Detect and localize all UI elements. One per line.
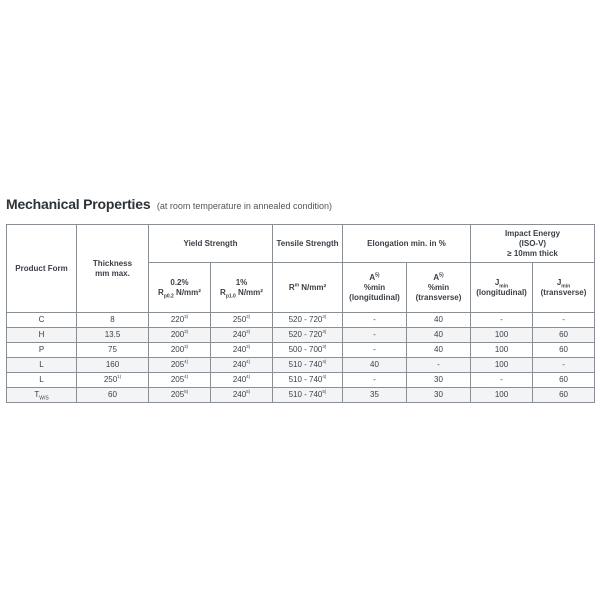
cell-product-form bbox=[7, 358, 77, 373]
cell-tensile bbox=[273, 313, 343, 328]
cell-rp02-value: 205 bbox=[170, 390, 185, 399]
rp10-sub: p1.0 bbox=[225, 293, 236, 300]
cell-rp10-footnote: 3) bbox=[246, 314, 251, 319]
cell-tensile-footnote: 5) bbox=[322, 389, 327, 394]
j1-sym: J bbox=[494, 277, 500, 287]
cell-tensile-value: 510 - 740 bbox=[288, 360, 323, 369]
cell-rp10-value: 240 bbox=[232, 375, 247, 384]
cell-rp10-footnote: 3) bbox=[246, 344, 251, 349]
cell-product-form-subscript: W/S bbox=[39, 395, 49, 402]
cell-j-long-value: 100 bbox=[494, 360, 509, 369]
cell-j-trans bbox=[533, 373, 595, 388]
cell-elong-trans-value: - bbox=[437, 360, 440, 369]
cell-j-trans-value: 60 bbox=[559, 330, 568, 339]
cell-rp02-footnote: 3) bbox=[184, 344, 189, 349]
cell-thickness-value: 13.5 bbox=[104, 330, 121, 339]
cell-rp02-footnote: 4) bbox=[184, 359, 189, 364]
j2-sym: J bbox=[556, 277, 562, 287]
table-row bbox=[7, 358, 595, 373]
cell-elong-long bbox=[343, 358, 407, 373]
cell-j-trans bbox=[533, 343, 595, 358]
rp10-unit: N/mm² bbox=[235, 287, 263, 297]
subheader-a1-line3: (longitudinal) bbox=[349, 292, 400, 302]
table-row bbox=[7, 373, 595, 388]
subheader-j2-line2: (transverse) bbox=[540, 287, 587, 297]
cell-j-trans bbox=[533, 313, 595, 328]
cell-elong-trans bbox=[407, 358, 471, 373]
cell-j-long-value: - bbox=[500, 315, 503, 324]
cell-rp02 bbox=[149, 373, 211, 388]
header-product-form: Product Form bbox=[7, 225, 77, 313]
header-elongation: Elongation min. in % bbox=[343, 225, 471, 263]
cell-rp10-value: 240 bbox=[232, 345, 247, 354]
cell-rp10 bbox=[211, 373, 273, 388]
cell-j-trans bbox=[533, 328, 595, 343]
subheader-rm bbox=[273, 263, 343, 313]
cell-tensile-value: 520 - 720 bbox=[288, 315, 323, 324]
cell-j-long-value: 100 bbox=[494, 330, 509, 339]
a1-sup: 5) bbox=[375, 271, 380, 278]
cell-j-long bbox=[471, 388, 533, 403]
cell-tensile bbox=[273, 358, 343, 373]
cell-rp10-value: 250 bbox=[232, 315, 247, 324]
cell-j-trans bbox=[533, 388, 595, 403]
cell-j-long bbox=[471, 313, 533, 328]
cell-j-long bbox=[471, 373, 533, 388]
cell-product-form bbox=[7, 388, 77, 403]
header-impact-energy bbox=[471, 225, 595, 263]
cell-thickness-value: 160 bbox=[105, 360, 120, 369]
cell-elong-trans-value: 40 bbox=[434, 345, 443, 354]
cell-elong-long bbox=[343, 388, 407, 403]
cell-product-form-value: T bbox=[34, 390, 40, 399]
cell-rp10-footnote: 4) bbox=[246, 374, 251, 379]
cell-thickness bbox=[77, 313, 149, 328]
cell-product-form bbox=[7, 343, 77, 358]
cell-tensile-footnote: 3) bbox=[322, 344, 327, 349]
cell-j-trans-value: 60 bbox=[559, 375, 568, 384]
subheader-rp10-pct: 1% bbox=[235, 277, 248, 287]
cell-rp02-footnote: 5) bbox=[184, 389, 189, 394]
subheader-j-trans bbox=[533, 263, 595, 313]
header-thickness-line2: mm max. bbox=[95, 268, 130, 278]
cell-rp02 bbox=[149, 328, 211, 343]
cell-rp02-value: 220 bbox=[170, 315, 185, 324]
subheader-j1-symbol bbox=[471, 278, 532, 288]
cell-elong-trans bbox=[407, 373, 471, 388]
cell-tensile-footnote: 4) bbox=[322, 359, 327, 364]
cell-elong-trans bbox=[407, 388, 471, 403]
cell-elong-long bbox=[343, 343, 407, 358]
subheader-a2-line2: %min bbox=[427, 282, 450, 292]
cell-product-form bbox=[7, 313, 77, 328]
cell-elong-long bbox=[343, 373, 407, 388]
subheader-a1-line2: %min bbox=[363, 282, 386, 292]
cell-j-long-value: - bbox=[500, 375, 503, 384]
cell-thickness-value: 75 bbox=[108, 345, 117, 354]
cell-j-trans bbox=[533, 358, 595, 373]
cell-j-trans-value: 60 bbox=[559, 390, 568, 399]
cell-rp10-value: 240 bbox=[232, 360, 247, 369]
section-title: Mechanical Properties bbox=[6, 196, 151, 212]
cell-rp02-value: 200 bbox=[170, 330, 185, 339]
rm-sup: m bbox=[294, 281, 300, 288]
section-heading bbox=[6, 196, 332, 214]
cell-rp02-value: 205 bbox=[170, 360, 185, 369]
cell-rp10 bbox=[211, 388, 273, 403]
cell-product-form bbox=[7, 328, 77, 343]
a1-sym: A bbox=[369, 272, 376, 282]
rp10-sym: R bbox=[220, 287, 226, 297]
cell-rp10-value: 240 bbox=[232, 390, 247, 399]
subheader-rp02-symbol bbox=[149, 288, 210, 298]
cell-tensile-footnote: 3) bbox=[322, 329, 327, 334]
cell-product-form-value: C bbox=[38, 315, 45, 324]
cell-tensile bbox=[273, 388, 343, 403]
cell-tensile-value: 520 - 720 bbox=[288, 330, 323, 339]
cell-rp02-footnote: 3) bbox=[184, 329, 189, 334]
cell-j-long-value: 100 bbox=[494, 345, 509, 354]
header-tensile-strength: Tensile Strength bbox=[273, 225, 343, 263]
cell-rp10-footnote: 3) bbox=[246, 329, 251, 334]
cell-j-long bbox=[471, 358, 533, 373]
cell-product-form bbox=[7, 373, 77, 388]
header-impact-line2: (ISO-V) bbox=[518, 238, 547, 248]
cell-j-long bbox=[471, 343, 533, 358]
cell-rp02 bbox=[149, 388, 211, 403]
subheader-a1-symbol bbox=[343, 273, 406, 283]
table-row bbox=[7, 328, 595, 343]
cell-product-form-value: L bbox=[39, 375, 44, 384]
cell-thickness-value: 8 bbox=[110, 315, 115, 324]
cell-thickness-value: 250 bbox=[103, 375, 118, 384]
cell-rp10 bbox=[211, 343, 273, 358]
table-row bbox=[7, 343, 595, 358]
cell-tensile-value: 510 - 740 bbox=[288, 390, 323, 399]
subheader-a2-symbol bbox=[407, 273, 470, 283]
table-row bbox=[7, 313, 595, 328]
section-subtitle: (at room temperature in annealed condition) bbox=[156, 201, 332, 211]
cell-rp10-value: 240 bbox=[232, 330, 247, 339]
mechanical-properties-table bbox=[6, 224, 595, 403]
cell-elong-long-value: - bbox=[373, 375, 376, 384]
cell-elong-long-value: 40 bbox=[370, 360, 379, 369]
cell-elong-trans-value: 40 bbox=[434, 315, 443, 324]
cell-tensile bbox=[273, 373, 343, 388]
cell-elong-long bbox=[343, 313, 407, 328]
cell-rp10-footnote: 5) bbox=[246, 389, 251, 394]
cell-rp02-footnote: 4) bbox=[184, 374, 189, 379]
cell-product-form-value: P bbox=[38, 345, 45, 354]
cell-rp02-value: 205 bbox=[170, 375, 185, 384]
cell-j-trans-value: 60 bbox=[559, 345, 568, 354]
header-impact-line1: Impact Energy bbox=[504, 228, 561, 238]
cell-tensile-value: 510 - 740 bbox=[288, 375, 323, 384]
cell-thickness bbox=[77, 388, 149, 403]
cell-tensile-footnote: 4) bbox=[322, 374, 327, 379]
cell-elong-trans-value: 40 bbox=[434, 330, 443, 339]
subheader-j-long bbox=[471, 263, 533, 313]
j1-sub: min bbox=[499, 283, 509, 290]
header-thickness bbox=[77, 225, 149, 313]
cell-elong-long bbox=[343, 328, 407, 343]
cell-thickness-footnote: 1) bbox=[117, 374, 122, 379]
cell-thickness bbox=[77, 328, 149, 343]
a2-sup: 5) bbox=[439, 271, 444, 278]
cell-product-form-value: H bbox=[38, 330, 45, 339]
cell-tensile bbox=[273, 328, 343, 343]
cell-elong-trans bbox=[407, 343, 471, 358]
subheader-rp10-symbol bbox=[211, 288, 272, 298]
cell-product-form-value: L bbox=[39, 360, 44, 369]
cell-j-trans-value: - bbox=[562, 315, 565, 324]
header-thickness-line1: Thickness bbox=[92, 258, 133, 268]
subheader-a2-line3: (transverse) bbox=[415, 292, 462, 302]
cell-elong-long-value: 35 bbox=[370, 390, 379, 399]
cell-elong-trans-value: 30 bbox=[434, 375, 443, 384]
cell-rp02-value: 200 bbox=[170, 345, 185, 354]
subheader-rp10 bbox=[211, 263, 273, 313]
subheader-rp02-pct: 0.2% bbox=[170, 277, 189, 287]
cell-elong-long-value: - bbox=[373, 345, 376, 354]
header-impact-line3: ≥ 10mm thick bbox=[507, 248, 558, 258]
cell-elong-long-value: - bbox=[373, 330, 376, 339]
cell-thickness bbox=[77, 373, 149, 388]
rp02-unit: N/mm² bbox=[173, 287, 201, 297]
cell-thickness-value: 60 bbox=[108, 390, 117, 399]
cell-thickness bbox=[77, 358, 149, 373]
cell-rp02 bbox=[149, 343, 211, 358]
rm-unit: N/mm² bbox=[299, 282, 327, 292]
a2-sym: A bbox=[433, 272, 440, 282]
cell-elong-trans bbox=[407, 328, 471, 343]
cell-elong-trans-value: 30 bbox=[434, 390, 443, 399]
cell-rp10-footnote: 4) bbox=[246, 359, 251, 364]
rp02-sym: R bbox=[158, 287, 164, 297]
cell-rp10 bbox=[211, 358, 273, 373]
header-yield-strength: Yield Strength bbox=[149, 225, 273, 263]
cell-tensile-value: 500 - 700 bbox=[288, 345, 323, 354]
cell-rp02-footnote: 3) bbox=[184, 314, 189, 319]
cell-j-long-value: 100 bbox=[494, 390, 509, 399]
cell-rp10 bbox=[211, 328, 273, 343]
cell-tensile-footnote: 3) bbox=[322, 314, 327, 319]
cell-rp02 bbox=[149, 358, 211, 373]
cell-rp10 bbox=[211, 313, 273, 328]
table-row bbox=[7, 388, 595, 403]
subheader-elong-trans bbox=[407, 263, 471, 313]
cell-elong-long-value: - bbox=[373, 315, 376, 324]
cell-rp02 bbox=[149, 313, 211, 328]
rm-sym: R bbox=[288, 282, 295, 292]
cell-j-long bbox=[471, 328, 533, 343]
table-body bbox=[7, 313, 595, 403]
rp02-sub: p0.2 bbox=[163, 293, 174, 300]
j2-sub: min bbox=[561, 283, 571, 290]
subheader-rp02 bbox=[149, 263, 211, 313]
subheader-elong-long bbox=[343, 263, 407, 313]
cell-j-trans-value: - bbox=[562, 360, 565, 369]
subheader-j1-line2: (longitudinal) bbox=[476, 287, 527, 297]
cell-elong-trans bbox=[407, 313, 471, 328]
subheader-j2-symbol bbox=[533, 278, 594, 288]
cell-tensile bbox=[273, 343, 343, 358]
cell-thickness bbox=[77, 343, 149, 358]
